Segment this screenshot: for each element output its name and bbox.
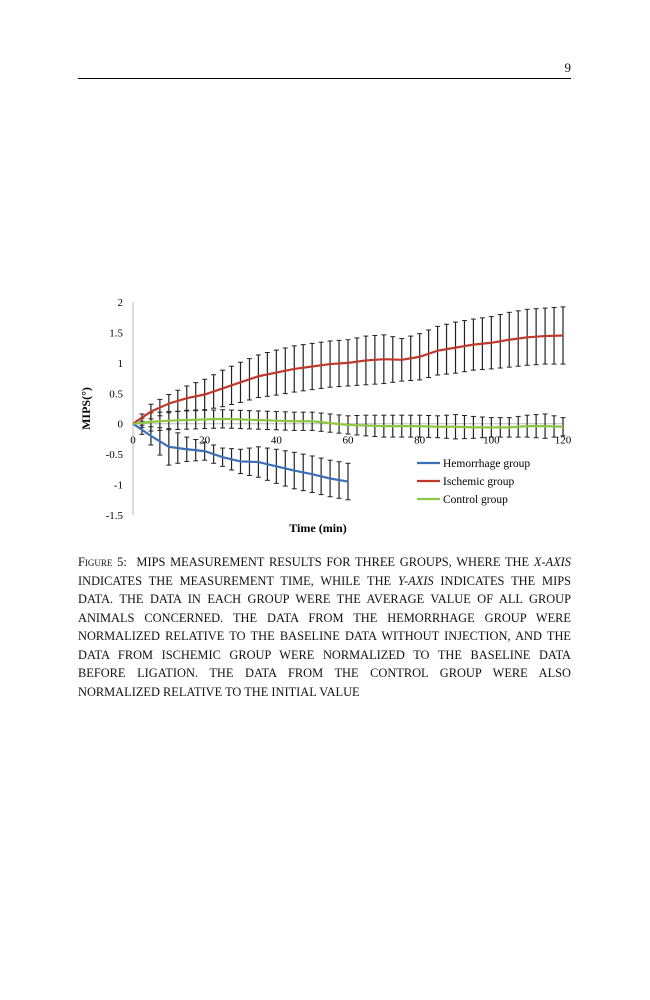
caption-text: INDICATES THE MIPS DATA. THE DATA IN EACH GROUP WERE THE AVERAGE VALUE OF ALL GROUP ANIMALS CONCERNED. THE DATA FROM THE HEMORRHAGE GROUP WERE NORMALIZED RELATIVE TO THE BASELINE DATA WITHOUT INJECTION, AND THE DATA FROM ISCHEMIC GROUP WERE NORMALIZED TO THE BASELINE DATA BEFORE LIGATION. THE DATA FROM THE CONTROL GROUP WERE ALSO NORMALIZED RELATIVE TO THE INITIAL VALUE: [78, 573, 571, 699]
caption-text: MIPS MEASUREMENT RESULTS FOR THREE GROUPS, WHERE THE: [136, 555, 534, 569]
x-tick-label: 120: [554, 434, 572, 447]
x-tick-label: 100: [483, 434, 500, 447]
legend-label: Control group: [443, 494, 508, 506]
y-tick-label: 1.5: [109, 327, 123, 340]
y-axis-title: MIPS(°): [79, 387, 93, 430]
caption-text: INDICATES THE MEASUREMENT TIME, WHILE THE: [78, 573, 398, 588]
y-tick-label: -0.5: [105, 449, 123, 462]
y-tick-label: -1.5: [105, 510, 123, 522]
y-tick-label: -1: [113, 479, 123, 492]
header-rule: [78, 78, 571, 79]
x-tick-label: 60: [342, 434, 354, 447]
mips-chart: [75, 290, 585, 540]
caption-x-axis: X-AXIS: [533, 555, 571, 569]
y-tick-label: 1: [117, 357, 123, 370]
legend-label: Hemorrhage group: [443, 458, 531, 470]
caption-y-axis: Y-AXIS: [397, 573, 434, 588]
caption-label: Figure 5:: [78, 555, 127, 569]
x-axis-title: Time (min): [289, 521, 347, 535]
figure-caption: [78, 553, 571, 701]
y-tick-label: 0: [117, 418, 123, 431]
y-tick-label: 0.5: [109, 388, 123, 401]
x-tick-label: 20: [199, 434, 211, 447]
page-number: 9: [564, 60, 571, 75]
x-tick-label: 0: [130, 434, 136, 447]
y-tick-label: 2: [117, 297, 123, 309]
legend-label: Ischemic group: [443, 476, 515, 488]
x-tick-label: 40: [270, 434, 282, 447]
x-tick-label: 80: [414, 434, 426, 447]
